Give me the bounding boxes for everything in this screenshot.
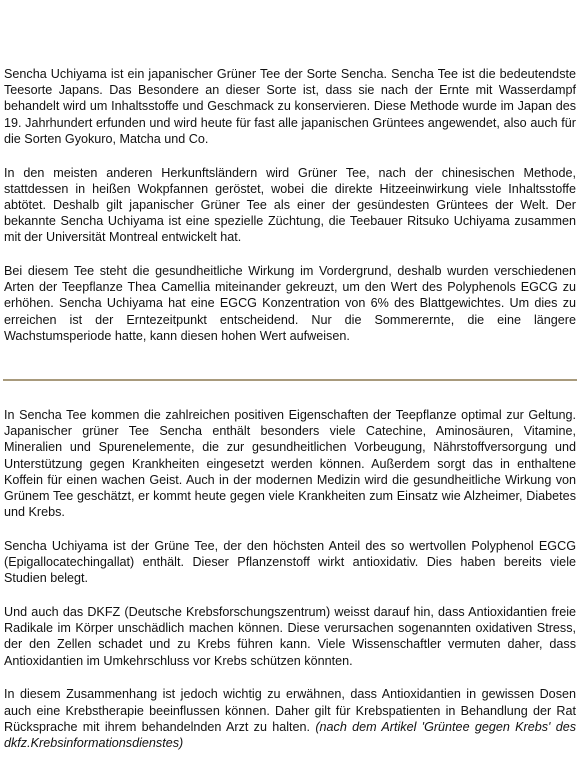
- paragraph-egcg-content: Sencha Uchiyama ist der Grüne Tee, der den höchsten Anteil des so wertvollen Polyphenol EGCG (Epigallocatechingallat) enthält. Dieser Pflanzenstoff wirkt antioxidativ. Dies haben bereits viele Studien belegt.: [4, 538, 576, 586]
- paragraph-egcg-breeding: Bei diesem Tee steht die gesundheitliche Wirkung im Vordergrund, deshalb wurden verschiedenen Arten der Teepflanze Thea Camellia miteinander gekreuzt, um den Wert des Polyphenols EGCG zu erhöhen. Sencha Uchiyama hat eine EGCG Konzentration von 6% des Blattgewichtes. Um dies zu erreichen ist der Erntezeitpunkt entscheidend. Nur die Sommerernte, die eine längere Wachstumsperiode hatte, kann diesen hohen Wert aufweisen.: [4, 264, 576, 343]
- health-effects-section: [4, 407, 576, 769]
- paragraph-production-method: In den meisten anderen Herkunftsländern wird Grüner Tee, nach der chinesischen Methode, stattdessen in heißen Wokpfannen geröstet, wobei die direkte Hitzeeinwirkung viele Inhaltsstoffe abtötet. Deshalb gilt japanischer Grüner Tee als einer der gesündesten Grüntees der Welt. Der bekannte Sencha Uchiyama ist eine spezielle Züchtung, die Teebauer Ritsuko Uchiyama zusammen mit der Universität Montreal entwickelt hat.: [4, 165, 576, 245]
- paragraph-health-properties: In Sencha Tee kommen die zahlreichen positiven Eigenschaften der Teepflanze optimal zur Geltung. Japanischer grüner Tee Sencha enthält besonders viele Catechine, Aminosäuren, Vitamine, Mineralien und Spurenelemente, die zur gesundheitlichen Vorbeugung, Nährstoffversorgung und Unterstützung gegen Krankheiten eingesetzt werden können. Außerdem sorgt das in enthaltene Koffein für einen wachen Geist. Auch in der modernen Medizin wird die gesundheitliche Wirkung von Grünem Tee geschätzt, er kommt heute gegen viele Krankheiten zum Einsatz wie Alzheimer, Diabetes und Krebs.: [4, 408, 576, 520]
- therapy-caution-text: In diesem Zusammenhang ist jedoch wichtig zu erwähnen, dass Antioxidantien in gewissen Dosen auch eine Krebstherapie beeinflussen können. Daher gilt für Krebspatienten in Behandlung der Rat Rücksprache mit ihrem behandelnden Arzt zu halten.: [4, 687, 576, 734]
- section-divider: [3, 379, 577, 381]
- paragraph-dkfz-antioxidants: Und auch das DKFZ (Deutsche Krebsforschungszentrum) weisst darauf hin, dass Antioxidantien freie Radikale im Körper unschädlich machen können. Diese verursachen sogenannten oxidativen Stress, der den Zellen schadet und zu Krebs führen kann. Viele Wissenschaftler vermuten daher, dass Antioxidantien im Umkehrschluss vor Krebs schützen könnten.: [4, 605, 576, 668]
- tea-description-section: [4, 66, 576, 362]
- paragraph-therapy-caution: [4, 686, 576, 751]
- source-citation: (nach dem Artikel 'Grüntee gegen Krebs' des dkfz.Krebsinformationsdienstes): [4, 719, 577, 750]
- paragraph-sencha-intro: Sencha Uchiyama ist ein japanischer Grüner Tee der Sorte Sencha. Sencha Tee ist die bedeutendste Teesorte Japans. Das Besondere an dieser Sorte ist, dass sie nach der Ernte mit Wasserdampf behandelt wird um Inhaltsstoffe und Geschmack zu konservieren. Diese Methode wurde im Japan des 19. Jahrhundert erfunden und wird heute für fast alle japanischen Grüntees angewendet, also auch für die Sorten Gyokuro, Matcha und Co.: [4, 67, 576, 146]
